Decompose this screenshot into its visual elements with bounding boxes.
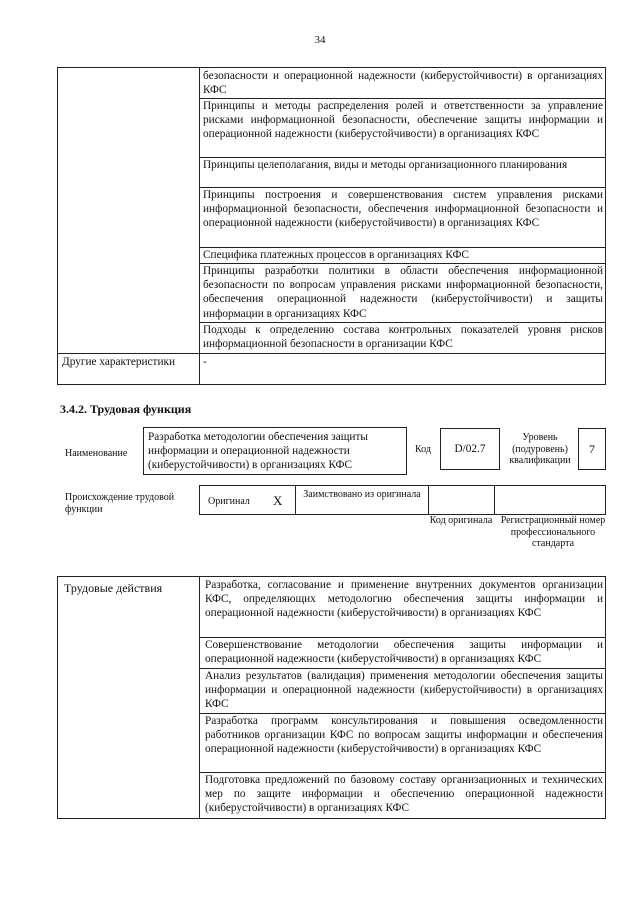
- column-divider: [199, 577, 200, 818]
- original-label: Оригинал: [208, 496, 250, 507]
- origin-label: Происхождение трудовой функции: [65, 492, 175, 515]
- labor-actions-label: Трудовые действия: [64, 581, 163, 595]
- name-label: Наименование: [65, 448, 128, 459]
- table-row: Разработка, согласование и применение внутренних документов организации КФС, определяющих методологию обеспечения защиты информации и операционной надежности (киберустойчивости) в организациях КФС: [205, 579, 603, 620]
- registration-number-label: Регистрационный номер профессионального стандарта: [500, 515, 606, 549]
- labor-actions-table: [57, 576, 606, 819]
- page-number: 34: [314, 34, 326, 46]
- knowledge-table: [57, 67, 606, 385]
- section-title: 3.4.2. Трудовая функция: [60, 402, 192, 416]
- column-divider: [199, 68, 200, 384]
- table-row: Разработка программ консультирования и повышения осведомленности работников организации КФС по вопросам защиты информации и обеспечения операционной надежности (киберустойчивости) в организациях КФС: [205, 715, 603, 756]
- table-row: Принципы построения и совершенствования систем управления рисками информационной безопасности, обеспечения информационной безопасности и операционной надежности (киберустойчивости) в организациях КФС: [203, 189, 603, 230]
- table-row: Подготовка предложений по базовому составу организационных и технических мер по защите информации и обеспечению операционной надежности (киберустойчивости) в организациях КФС: [205, 774, 603, 815]
- other-characteristics-label: Другие характеристики: [62, 356, 176, 368]
- table-row: Принципы разработки политики в области обеспечения информационной безопасности по вопросам управления рисками информационной безопасности, обеспечения операционной надежности (киберустойчивости) и защиты информации в организациях КФС: [203, 265, 603, 320]
- table-row: Анализ результатов (валидация) применения методологии обеспечения защиты информации и операционной надежности (киберустойчивости) в организациях КФС: [205, 670, 603, 711]
- original-code-label: Код оригинала: [429, 515, 493, 526]
- table-row: Подходы к определению состава контрольных показателей уровня рисков информационной безопасности в организации КФС: [203, 324, 603, 351]
- function-name: Разработка методологии обеспечения защиты информации и операционной надежности (киберустойчивости) в организациях КФС: [143, 427, 407, 475]
- other-characteristics-value: -: [203, 356, 207, 368]
- original-mark: X: [273, 493, 283, 508]
- borrowed-label: Заимствовано из оригинала: [303, 489, 421, 500]
- table-row: Совершенствование методологии обеспечения защиты информации и операционной надежности (киберустойчивости) в организациях КФС: [205, 639, 603, 666]
- table-row: безопасности и операционной надежности (киберустойчивости) в организациях КФС: [203, 70, 603, 97]
- table-row: Специфика платежных процессов в организациях КФС: [203, 249, 469, 261]
- level-label: Уровень (подуровень) квалификации: [509, 432, 571, 466]
- table-row: Принципы целеполагания, виды и методы организационного планирования: [203, 159, 568, 171]
- origin-grid: [199, 485, 606, 515]
- code-label: Код: [415, 444, 431, 455]
- table-row: Принципы и методы распределения ролей и ответственности за управление рисками информационной безопасности, обеспечение защиты информации и операционной надежности (киберустойчивости) в организациях КФС: [203, 100, 603, 141]
- row-divider: [58, 353, 605, 354]
- qualification-level: 7: [578, 428, 606, 470]
- function-code: D/02.7: [440, 428, 500, 470]
